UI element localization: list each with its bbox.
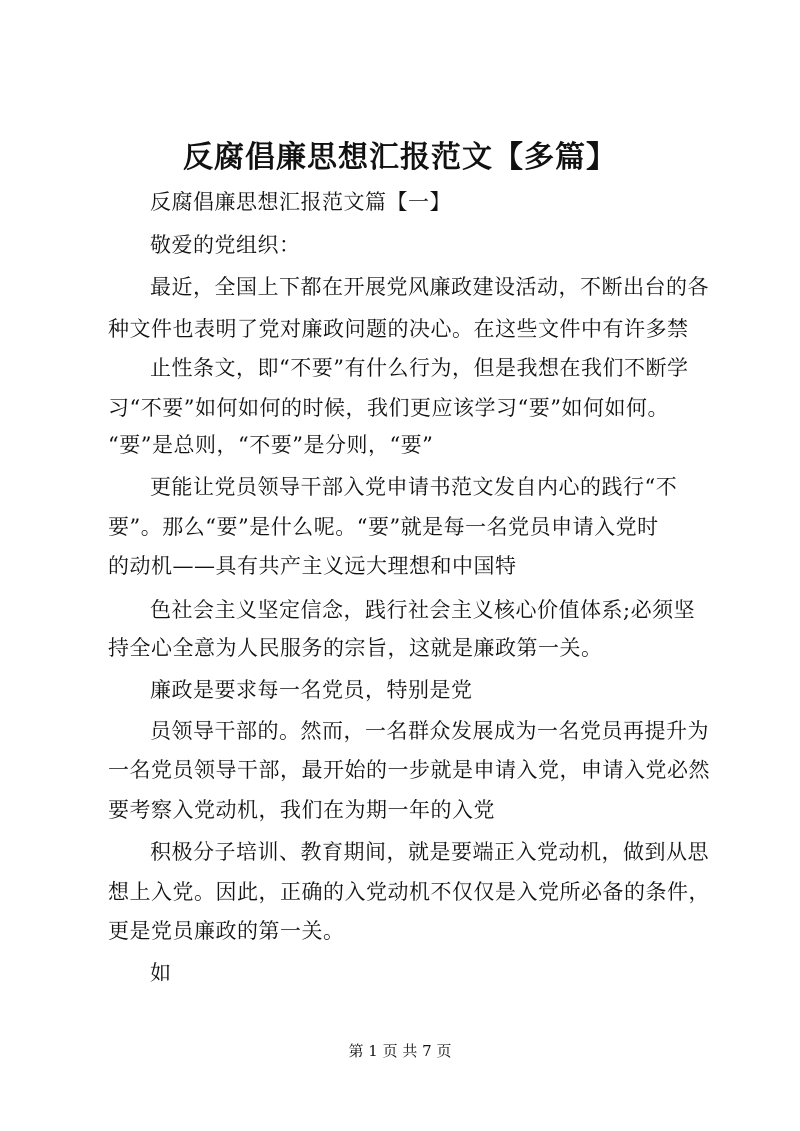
body-line: 最近，全国上下都在开展党风廉政建设活动，不断出台的各 <box>150 275 709 299</box>
body-line: 如 <box>150 961 172 985</box>
body-line: “要”是总则，“不要”是分则，“要” <box>108 433 434 457</box>
body-line: 持全心全意为人民服务的宗旨，这就是廉政第一关。 <box>108 636 603 660</box>
body-line: 想上入党。因此，正确的入党动机不仅仅是入党所必备的条件， <box>108 880 710 904</box>
body-line: 要”。那么“要”是什么呢。“要”就是每一名党员申请入党时 <box>108 515 659 539</box>
body-line: 积极分子培训、教育期间，就是要端正入党动机，做到从思 <box>150 840 709 864</box>
document-title: 反腐倡廉思想汇报范文【多篇】 <box>183 140 617 175</box>
body-line: 的动机——具有共产主义远大理想和中国特 <box>108 554 517 578</box>
body-line: 种文件也表明了党对廉政问题的决心。在这些文件中有许多禁 <box>108 317 689 341</box>
body-line: 习“不要”如何如何的时候，我们更应该学习“要”如何如何。 <box>108 396 669 420</box>
body-line: 更是党员廉政的第一关。 <box>108 919 345 943</box>
salutation: 敬爱的党组织： <box>150 233 301 257</box>
body-line: 更能让党员领导干部入党申请书范文发自内心的践行“不 <box>150 475 678 499</box>
body-line: 止性条文，即“不要”有什么行为，但是我想在我们不断学 <box>150 356 689 380</box>
page-number: 第 1 页 共 7 页 <box>348 1042 452 1060</box>
body-line: 一名党员领导干部，最开始的一步就是申请入党，申请入党必然 <box>108 758 710 782</box>
body-line: 要考察入党动机，我们在为期一年的入党 <box>108 798 495 822</box>
body-line: 员领导干部的。然而，一名群众发展成为一名党员再提升为 <box>150 719 709 743</box>
body-line: 色社会主义坚定信念，践行社会主义核心价值体系;必须坚 <box>150 598 696 622</box>
body-line: 廉政是要求每一名党员，特别是党 <box>150 678 473 702</box>
section-heading: 反腐倡廉思想汇报范文篇【一】 <box>150 190 451 214</box>
